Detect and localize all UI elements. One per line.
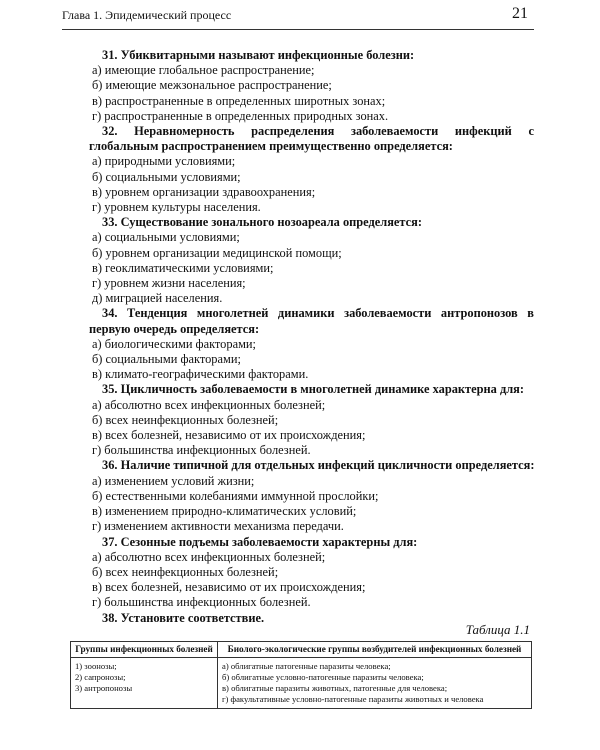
answer-option: а) имеющие глобальное распространение;: [92, 63, 315, 78]
answer-option: в) климато-географическими факторами.: [92, 367, 309, 382]
answer-option: б) уровнем организации медицинской помощи;: [92, 245, 342, 260]
answer-option: г) изменением активности механизма передачи.: [92, 519, 344, 534]
answer-option: а) абсолютно всех инфекционных болезней;: [92, 549, 326, 564]
table-cell-line: 3) антропонозы: [75, 683, 133, 693]
answer-option: г) уровнем культуры населения.: [92, 200, 261, 215]
answer-option: в) всех болезней, независимо от их происхождения;: [92, 580, 366, 595]
table-caption: Таблица 1.1: [465, 622, 530, 637]
page-number: 21: [512, 5, 528, 22]
table-cell-pathogen-groups: [218, 658, 532, 709]
table-header-row: [71, 642, 532, 658]
header-rule: [62, 29, 534, 30]
question-32: 32. Неравномерность распределения заболеваемости инфекций с глобальным распространением преимущественно определяется:: [89, 124, 534, 154]
answer-option: а) биологическими факторами;: [92, 336, 256, 351]
answer-option: г) большинства инфекционных болезней.: [92, 443, 311, 458]
table-cell-line: б) облигатные условно-патогенные паразиты человека;: [222, 672, 424, 682]
question-35: 35. Цикличность заболеваемости в многолетней динамике характерна для:: [102, 382, 525, 397]
answer-option: в) геоклиматическими условиями;: [92, 260, 274, 275]
answer-option: г) большинства инфекционных болезней.: [92, 595, 311, 610]
matching-table: [70, 641, 532, 709]
table-cell-line: в) облигатные паразиты животных, патогенные для человека;: [222, 683, 448, 693]
answer-option: в) распространенные в определенных широтных зонах;: [92, 93, 386, 108]
table-cell-line: 1) зоонозы;: [75, 661, 117, 671]
answer-option: а) социальными условиями;: [92, 230, 240, 245]
answer-option: г) уровнем жизни населения;: [92, 276, 246, 291]
answer-option: б) социальными условиями;: [92, 169, 241, 184]
question-36: 36. Наличие типичной для отдельных инфекций цикличности определяется:: [102, 458, 535, 473]
question-33: 33. Существование зонального нозоареала определяется:: [102, 215, 422, 230]
answer-option: д) миграцией населения.: [92, 291, 223, 306]
answer-option: б) естественными колебаниями иммунной прослойки;: [92, 488, 379, 503]
answer-option: г) распространенные в определенных природных зонах.: [92, 108, 389, 123]
question-38: 38. Установите соответствие.: [102, 610, 265, 625]
answer-option: в) всех болезней, независимо от их происхождения;: [92, 428, 366, 443]
running-header: Глава 1. Эпидемический процесс: [62, 8, 232, 22]
table-header-pathogen-groups: Биолого-экологические группы возбудителей инфекционных болезней: [218, 642, 532, 658]
table-cell-line: г) факультативные условно-патогенные паразиты животных и человека: [222, 694, 484, 704]
answer-option: б) всех неинфекционных болезней;: [92, 564, 279, 579]
table-cell-line: а) облигатные патогенные паразиты человека;: [222, 661, 391, 671]
answer-option: в) изменением природно-климатических условий;: [92, 504, 357, 519]
question-list: [89, 48, 534, 626]
table-row: [71, 658, 532, 709]
question-34: 34. Тенденция многолетней динамики заболеваемости антропонозов в первую очередь определяется:: [89, 306, 534, 336]
answer-option: б) всех неинфекционных болезней;: [92, 412, 279, 427]
answer-option: а) изменением условий жизни;: [92, 473, 255, 488]
answer-option: б) социальными факторами;: [92, 352, 241, 367]
answer-option: а) абсолютно всех инфекционных болезней;: [92, 397, 326, 412]
answer-option: в) уровнем организации здравоохранения;: [92, 184, 316, 199]
question-31: 31. Убиквитарными называют инфекционные болезни:: [102, 48, 415, 62]
table-cell-line: 2) сапронозы;: [75, 672, 126, 682]
table-header-groups: Группы инфекционных болезней: [71, 642, 218, 658]
table-cell-disease-groups: [71, 658, 218, 709]
answer-option: б) имеющие межзональное распространение;: [92, 78, 332, 93]
answer-option: а) природными условиями;: [92, 154, 236, 169]
question-37: 37. Сезонные подъемы заболеваемости характерны для:: [102, 534, 418, 549]
